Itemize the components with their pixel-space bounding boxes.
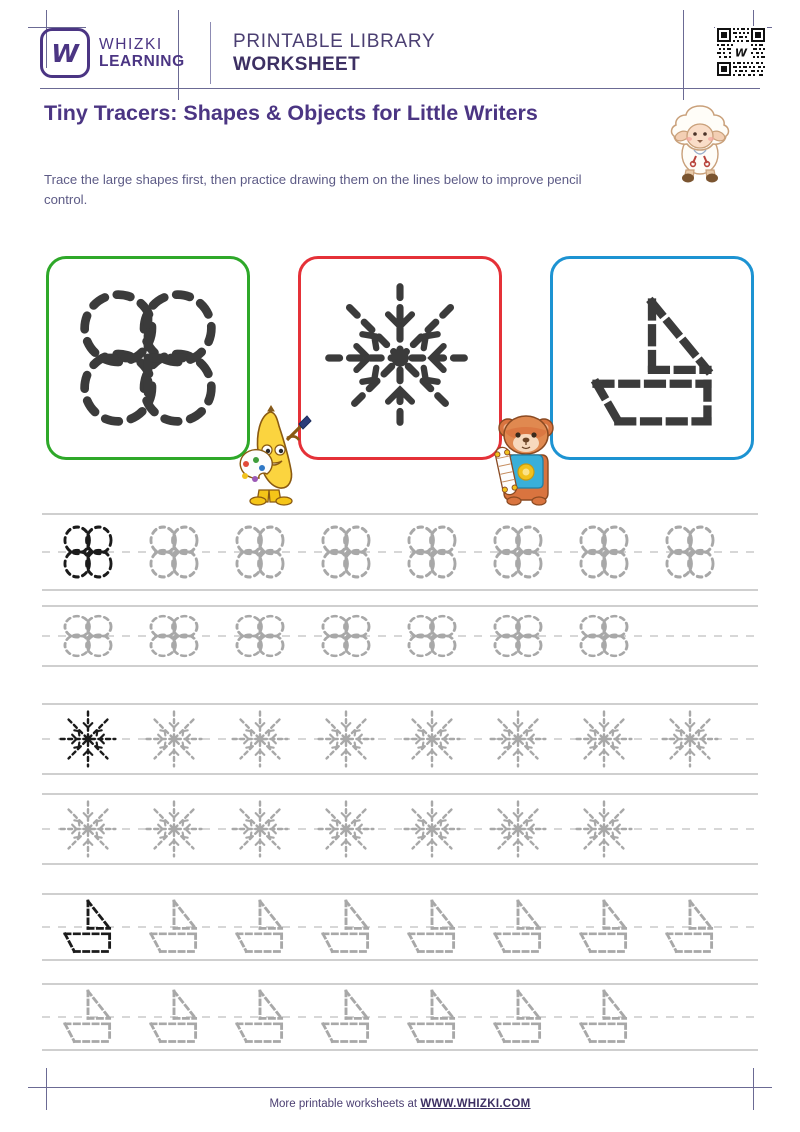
demo-shape-row	[46, 256, 754, 460]
banana-with-palette-mascot-icon	[229, 404, 313, 506]
demo-box-flower[interactable]	[46, 256, 250, 460]
whizki-w-logo-icon	[40, 28, 90, 78]
trace-glyph	[495, 527, 541, 577]
trace-glyph	[409, 527, 455, 577]
footer-prefix: More printable worksheets at	[269, 1098, 421, 1110]
trace-glyph	[65, 991, 110, 1041]
footer-url[interactable]: WWW.WHIZKI.COM	[420, 1098, 531, 1110]
trace-glyph	[663, 712, 718, 767]
trace-glyph	[491, 802, 546, 857]
trace-glyph	[323, 527, 369, 577]
trace-glyph	[61, 712, 116, 767]
header-rule	[40, 88, 760, 89]
trace-glyph	[581, 527, 627, 577]
trace-glyph	[151, 527, 197, 577]
demo-box-snowflake[interactable]	[298, 256, 502, 460]
trace-glyph	[323, 991, 368, 1041]
trace-glyph	[409, 616, 455, 656]
trace-glyph	[151, 901, 196, 951]
trace-glyphs	[42, 983, 758, 1051]
brand-name-line2: LEARNING	[99, 53, 185, 70]
trace-glyph	[151, 991, 196, 1041]
trace-glyph	[491, 712, 546, 767]
trace-glyph	[667, 901, 712, 951]
trace-glyph	[319, 712, 374, 767]
trace-glyph	[409, 991, 454, 1041]
practice-row-snowflake[interactable]	[42, 793, 758, 865]
qr-code-icon	[715, 26, 767, 78]
trace-glyph	[495, 991, 540, 1041]
practice-row-snowflake[interactable]	[42, 703, 758, 775]
boat-trace-shape	[553, 259, 751, 457]
logo-letter: W	[51, 38, 79, 68]
trace-glyph	[667, 527, 713, 577]
trace-glyph	[409, 901, 454, 951]
trace-glyph	[581, 901, 626, 951]
trace-glyph	[323, 901, 368, 951]
trace-glyphs	[42, 703, 758, 775]
trace-glyph	[577, 802, 632, 857]
footer	[0, 1098, 800, 1110]
trace-glyph	[405, 802, 460, 857]
brand-wordmark	[99, 36, 185, 71]
trace-glyphs	[42, 893, 758, 961]
trace-glyphs	[42, 605, 758, 667]
trace-glyphs	[42, 793, 758, 865]
footer-rule	[40, 1087, 760, 1088]
trace-glyph	[581, 616, 627, 656]
practice-row-flower[interactable]	[42, 605, 758, 667]
trace-glyph	[147, 712, 202, 767]
trace-glyph	[581, 991, 626, 1041]
svg-text:W: W	[734, 46, 748, 60]
page-instructions: Trace the large shapes first, then practice drawing them on the lines below to improve pencil control.	[44, 172, 582, 208]
trace-glyph	[233, 712, 288, 767]
trace-glyph	[147, 802, 202, 857]
trace-glyph	[495, 901, 540, 951]
header-subtitle: PRINTABLE LIBRARY	[233, 30, 436, 52]
trace-glyph	[151, 616, 197, 656]
trace-glyph	[65, 901, 110, 951]
trace-glyph	[61, 802, 116, 857]
trace-glyph	[577, 712, 632, 767]
demo-box-boat[interactable]	[550, 256, 754, 460]
practice-row-boat[interactable]	[42, 983, 758, 1051]
trace-glyph	[237, 901, 282, 951]
sheep-with-scissors-mascot-icon	[656, 96, 744, 184]
trace-glyph	[237, 527, 283, 577]
trace-glyph	[323, 616, 369, 656]
header-title: WORKSHEET	[233, 54, 361, 75]
trace-glyph	[237, 616, 283, 656]
practice-row-boat[interactable]	[42, 893, 758, 961]
trace-glyph	[233, 802, 288, 857]
trace-glyph	[237, 991, 282, 1041]
header-title-block	[233, 30, 435, 76]
page-header	[40, 22, 760, 84]
bear-with-skateboard-mascot-icon	[492, 409, 562, 506]
practice-row-flower[interactable]	[42, 513, 758, 591]
flower-trace-shape	[49, 259, 247, 457]
trace-glyphs	[42, 513, 758, 591]
trace-glyph	[495, 616, 541, 656]
trace-glyph	[319, 802, 374, 857]
page-title: Tiny Tracers: Shapes & Objects for Little Writers	[44, 101, 538, 125]
trace-glyph	[405, 712, 460, 767]
trace-glyph	[65, 527, 111, 577]
header-divider	[210, 22, 211, 84]
brand-logo	[40, 28, 200, 78]
snowflake-trace-shape	[301, 259, 499, 457]
trace-glyph	[65, 616, 111, 656]
brand-name-line1: WHIZKI	[99, 35, 163, 53]
